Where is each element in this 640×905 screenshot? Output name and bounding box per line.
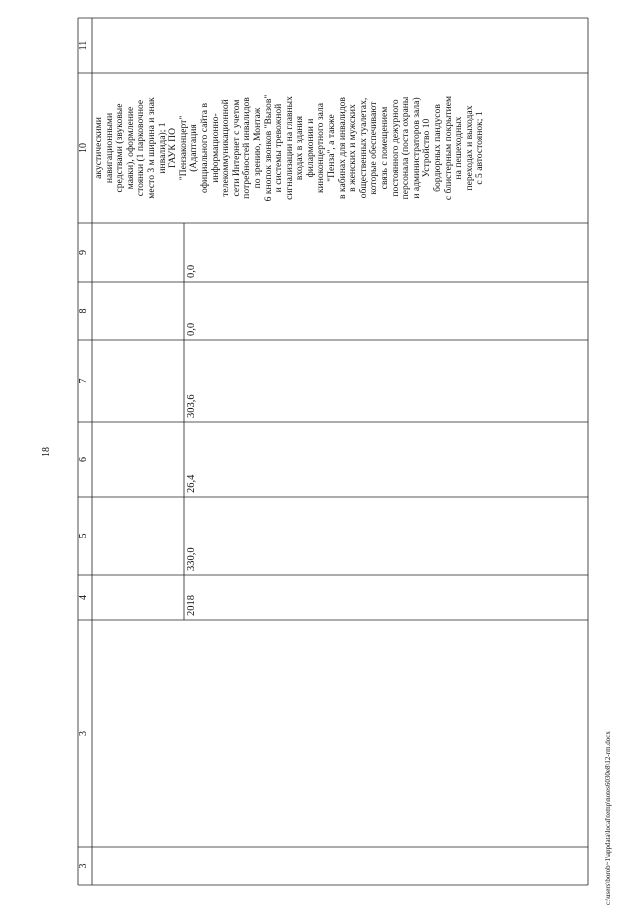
file-path-footer: c:\users\borob~1\appdata\local\temp\notes6030e8\12-rm.docx bbox=[604, 731, 612, 905]
col-header-3a: 3 bbox=[78, 863, 89, 869]
description-line: связь с помещением bbox=[379, 106, 391, 190]
description-cell bbox=[92, 73, 588, 223]
cell-year: 2018 bbox=[186, 595, 197, 616]
col-header-10: 10 bbox=[78, 143, 89, 153]
description-line: и администраторов зала) bbox=[410, 97, 422, 199]
cell-col8: 0,0 bbox=[186, 322, 197, 336]
col-header-11: 11 bbox=[78, 40, 89, 51]
description-line: "Пенза", а также bbox=[326, 114, 338, 182]
cell-col5: 330,0 bbox=[186, 547, 197, 571]
description-line: "Пензаконцерт" bbox=[177, 115, 189, 181]
description-line: на пешеходных bbox=[453, 116, 465, 180]
col-header-6: 6 bbox=[78, 457, 89, 462]
description-line: общественных туалетах, bbox=[357, 97, 369, 199]
page-number: 18 bbox=[41, 447, 52, 457]
description-line: в кабинах для инвалидов bbox=[336, 97, 348, 199]
description-line: с блистерным покрытием bbox=[442, 95, 454, 201]
description-line: инвалида); 1 bbox=[156, 122, 168, 174]
description-line: постоянного дежурного bbox=[389, 99, 401, 197]
description-line: потребностей инвалидов bbox=[241, 97, 253, 199]
col-header-5: 5 bbox=[78, 533, 89, 539]
description-line: маяки), оформление bbox=[124, 106, 136, 190]
description-line: с 5 автостоянок; 1 bbox=[474, 111, 486, 185]
cell-col7: 303,6 bbox=[186, 394, 197, 418]
description-line: ГАУК ПО bbox=[167, 127, 179, 169]
description-line: входах в здания bbox=[294, 115, 306, 181]
description-line: переходах и выходах bbox=[463, 105, 475, 191]
description-line: (Адаптация bbox=[188, 124, 200, 172]
col-header-3b: 3 bbox=[78, 731, 89, 736]
description-line: сигнализации на главных bbox=[283, 96, 295, 200]
description-line: которые обеспечивают bbox=[368, 101, 380, 195]
description-line: в женских и мужских bbox=[347, 104, 359, 192]
col-header-7: 7 bbox=[78, 378, 89, 384]
description-line: место 3 м ширина и знак bbox=[145, 97, 157, 199]
description-line: информационно- bbox=[209, 113, 221, 183]
description-line: персонала (поста охраны bbox=[400, 96, 412, 200]
description-line: средствами (звуковые bbox=[114, 103, 126, 193]
col-header-8: 8 bbox=[78, 308, 89, 314]
cell-col6: 26,4 bbox=[186, 474, 197, 493]
col-header-4: 4 bbox=[78, 595, 89, 600]
description-line: сети Интернет с учетом bbox=[230, 99, 242, 197]
description-line: бордюрных пандусов bbox=[432, 104, 443, 192]
cell-col9: 0,0 bbox=[186, 264, 197, 278]
description-line: по зрению, Монтаж bbox=[251, 107, 263, 189]
description-line: и системы тревожной bbox=[273, 103, 285, 193]
description-line: навигационными bbox=[103, 112, 115, 184]
description-line: акустическими bbox=[93, 117, 104, 179]
description-line: официального сайта в bbox=[198, 103, 210, 194]
description-line: 6 кнопок звонков "Вызов" bbox=[262, 94, 274, 202]
description-line: Устройство 10 bbox=[421, 118, 433, 178]
description-line: телекоммуникационной bbox=[220, 99, 232, 197]
description-line: филармонии и bbox=[304, 118, 316, 178]
description-line: киноконцертного зала bbox=[315, 102, 327, 194]
col-header-9: 9 bbox=[78, 250, 89, 255]
description-line: стоянки (1 парковочное bbox=[135, 99, 147, 197]
